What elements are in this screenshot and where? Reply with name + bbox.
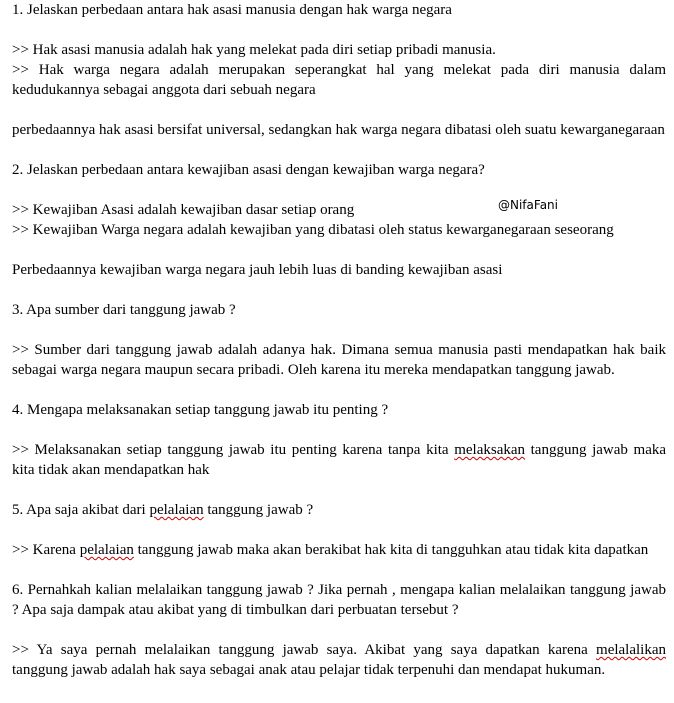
spelling-mark: pelalaian — [149, 502, 204, 518]
spelling-mark: melaksakan — [454, 442, 526, 458]
answer-5 — [12, 540, 666, 560]
question-1: 1. Jelaskan perbedaan antara hak asasi manusia dengan hak warga negara — [12, 2, 452, 18]
answer-3: >> Sumber dari tanggung jawab adalah adanya hak. Dimana semua manusia pasti mendapatkan hak baik sebagai warga negara maupun secara pribadi. Oleh karena itu mereka mendapatkan tanggung jawab. — [12, 342, 666, 378]
question-5-text-start: 5. Apa saja akibat dari — [12, 502, 150, 518]
conclusion-1: perbedaannya hak asasi bersifat universal, sedangkan hak warga negara dibatasi oleh suatu kewarganegaraan — [12, 122, 665, 138]
document-body — [12, 0, 666, 680]
watermark: @NifaFani — [498, 198, 558, 212]
answer-2-a: >> Kewajiban Asasi adalah kewajiban dasar setiap orang — [12, 202, 355, 218]
question-6: 6. Pernahkah kalian melalaikan tanggung jawab ? Jika pernah , mengapa kalian melalaikan tanggung jawab ? Apa saja dampak atau akibat yang di timbulkan dari perbuatan tersebut ? — [12, 582, 666, 618]
spelling-mark: melalalikan — [596, 642, 666, 658]
question-3: 3. Apa sumber dari tanggung jawab ? — [12, 302, 236, 318]
question-5-text-end: tanggung jawab ? — [203, 502, 314, 518]
conclusion-2: Perbedaannya kewajiban warga negara jauh lebih luas di banding kewajiban asasi — [12, 262, 503, 278]
answer-5-text-start: >> Karena — [12, 542, 80, 558]
answer-5-text-end: tanggung jawab maka akan berakibat hak kita di tangguhkan atau tidak kita dapatkan — [133, 542, 649, 558]
answer-2-b: >> Kewajiban Warga negara adalah kewajiban yang dibatasi oleh status kewarganegaraan seseorang — [12, 222, 614, 238]
question-2: 2. Jelaskan perbedaan antara kewajiban asasi dengan kewajiban warga negara? — [12, 162, 485, 178]
answer-1-a: >> Hak asasi manusia adalah hak yang melekat pada diri setiap pribadi manusia. — [12, 42, 496, 58]
answer-1-b: >> Hak warga negara adalah merupakan seperangkat hal yang melekat pada diri manusia dalam kedudukannya sebagai anggota dari sebuah negara — [12, 62, 666, 98]
answer-6 — [12, 640, 666, 680]
question-5 — [12, 500, 666, 520]
answer-6-text-start: >> Ya saya pernah melalaikan tanggung jawab saya. Akibat yang saya dapatkan karena — [12, 642, 597, 658]
answer-6-text-end: tanggung jawab adalah hak saya sebagai anak atau pelajar tidak terpenuhi dan mendapat hukuman. — [12, 662, 606, 678]
question-4: 4. Mengapa melaksanakan setiap tanggung jawab itu penting ? — [12, 402, 389, 418]
answer-4-text-start: >> Melaksanakan setiap tanggung jawab itu penting karena tanpa kita — [12, 442, 455, 458]
answer-4-text-end: tanggung jawab maka kita tidak akan mendapatkan hak — [12, 442, 667, 478]
answer-4 — [12, 440, 666, 480]
spelling-mark: pelalaian — [79, 542, 134, 558]
